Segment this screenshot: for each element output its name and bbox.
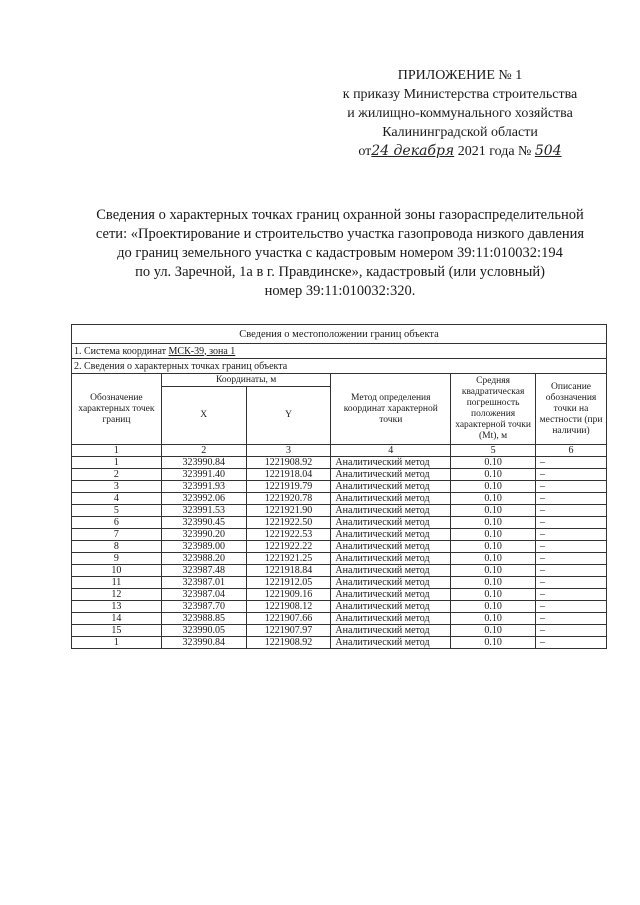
boundary-points-table: [71, 324, 607, 649]
description-cell: –: [536, 517, 607, 529]
error-cell: 0.10: [451, 589, 536, 601]
point-cell: 14: [72, 613, 162, 625]
error-cell: 0.10: [451, 505, 536, 517]
method-cell: Аналитический метод: [331, 637, 451, 649]
method-cell: Аналитический метод: [331, 481, 451, 493]
y-cell: 1221922.50: [246, 517, 331, 529]
point-cell: 2: [72, 469, 162, 481]
x-cell: 323988.20: [161, 553, 246, 565]
description-cell: –: [536, 589, 607, 601]
y-cell: 1221920.78: [246, 493, 331, 505]
x-cell: 323990.45: [161, 517, 246, 529]
y-cell: 1221907.97: [246, 625, 331, 637]
table-row: [72, 529, 607, 541]
col-number: 6: [536, 445, 607, 457]
column-header-row-1: [72, 374, 607, 387]
point-cell: 15: [72, 625, 162, 637]
table-row: [72, 565, 607, 577]
coordinate-system-row: [72, 344, 607, 359]
x-cell: 323991.93: [161, 481, 246, 493]
description-cell: –: [536, 565, 607, 577]
y-cell: 1221922.22: [246, 541, 331, 553]
y-cell: 1221921.25: [246, 553, 331, 565]
y-cell: 1221912.05: [246, 577, 331, 589]
y-cell: 1221908.92: [246, 637, 331, 649]
description-cell: –: [536, 493, 607, 505]
y-cell: 1221922.53: [246, 529, 331, 541]
date-year: 2021 года №: [457, 144, 532, 159]
point-cell: 9: [72, 553, 162, 565]
method-cell: Аналитический метод: [331, 529, 451, 541]
appendix-block: [300, 66, 620, 161]
method-cell: Аналитический метод: [331, 589, 451, 601]
col-y-header: Y: [246, 387, 331, 445]
point-cell: 13: [72, 601, 162, 613]
col-x-header: X: [161, 387, 246, 445]
table-row: [72, 589, 607, 601]
col-number: 1: [72, 445, 162, 457]
table-row: [72, 553, 607, 565]
error-cell: 0.10: [451, 553, 536, 565]
x-cell: 323990.84: [161, 637, 246, 649]
date-prefix: от: [358, 144, 372, 159]
point-cell: 1: [72, 457, 162, 469]
handwritten-date: 24 декабря: [371, 143, 455, 159]
method-cell: Аналитический метод: [331, 577, 451, 589]
error-cell: 0.10: [451, 469, 536, 481]
point-cell: 5: [72, 505, 162, 517]
table-row: [72, 517, 607, 529]
section2-row: [72, 359, 607, 374]
point-cell: 1: [72, 637, 162, 649]
description-cell: –: [536, 529, 607, 541]
error-cell: 0.10: [451, 457, 536, 469]
table-title: Сведения о местоположении границ объекта: [72, 325, 607, 344]
point-cell: 7: [72, 529, 162, 541]
error-cell: 0.10: [451, 601, 536, 613]
column-number-row: [72, 445, 607, 457]
x-cell: 323990.05: [161, 625, 246, 637]
col-number: 2: [161, 445, 246, 457]
x-cell: 323987.04: [161, 589, 246, 601]
section2-label: 2. Сведения о характерных точках границ объекта: [72, 359, 607, 374]
col-method-header: Метод определения координат характерной точки: [331, 374, 451, 445]
y-cell: 1221907.66: [246, 613, 331, 625]
y-cell: 1221919.79: [246, 481, 331, 493]
title-line-1: Сведения о характерных точках границ охранной зоны газораспределительной: [96, 207, 584, 223]
y-cell: 1221918.84: [246, 565, 331, 577]
table-row: [72, 469, 607, 481]
x-cell: 323989.00: [161, 541, 246, 553]
x-cell: 323992.06: [161, 493, 246, 505]
x-cell: 323987.70: [161, 601, 246, 613]
description-cell: –: [536, 553, 607, 565]
coordinate-system-value: МСК-39, зона 1: [168, 345, 236, 357]
table-row: [72, 493, 607, 505]
method-cell: Аналитический метод: [331, 469, 451, 481]
method-cell: Аналитический метод: [331, 625, 451, 637]
table-title-row: [72, 325, 607, 344]
document-title: [70, 206, 610, 301]
description-cell: –: [536, 505, 607, 517]
x-cell: 323991.53: [161, 505, 246, 517]
error-cell: 0.10: [451, 493, 536, 505]
table-row: [72, 577, 607, 589]
point-cell: 11: [72, 577, 162, 589]
description-cell: –: [536, 601, 607, 613]
method-cell: Аналитический метод: [331, 517, 451, 529]
table-row: [72, 625, 607, 637]
col-number: 3: [246, 445, 331, 457]
error-cell: 0.10: [451, 541, 536, 553]
description-cell: –: [536, 469, 607, 481]
error-cell: 0.10: [451, 565, 536, 577]
method-cell: Аналитический метод: [331, 541, 451, 553]
y-cell: 1221921.90: [246, 505, 331, 517]
y-cell: 1221909.16: [246, 589, 331, 601]
point-cell: 3: [72, 481, 162, 493]
y-cell: 1221908.92: [246, 457, 331, 469]
title-line-2: сети: «Проектирование и строительство участка газопровода низкого давления: [95, 226, 585, 242]
table-row: [72, 457, 607, 469]
error-cell: 0.10: [451, 637, 536, 649]
error-cell: 0.10: [451, 613, 536, 625]
title-line-5: номер 39:11:010032:320.: [264, 283, 416, 299]
col-description-header: Описание обозначения точки на местности (при наличии): [536, 374, 607, 445]
handwritten-number: 504: [534, 143, 562, 159]
coordinate-system-label: 1. Система координат: [74, 345, 169, 357]
x-cell: 323990.20: [161, 529, 246, 541]
method-cell: Аналитический метод: [331, 601, 451, 613]
error-cell: 0.10: [451, 481, 536, 493]
method-cell: Аналитический метод: [331, 613, 451, 625]
table-row: [72, 541, 607, 553]
method-cell: Аналитический метод: [331, 553, 451, 565]
method-cell: Аналитический метод: [331, 565, 451, 577]
x-cell: 323987.01: [161, 577, 246, 589]
table-row: [72, 505, 607, 517]
x-cell: 323991.40: [161, 469, 246, 481]
title-line-4: по ул. Заречной, 1а в г. Правдинске», кадастровый (или условный): [135, 264, 545, 280]
description-cell: –: [536, 637, 607, 649]
error-cell: 0.10: [451, 517, 536, 529]
description-cell: –: [536, 457, 607, 469]
appendix-line-ministry: и жилищно-коммунального хозяйства: [347, 106, 573, 121]
point-cell: 4: [72, 493, 162, 505]
description-cell: –: [536, 541, 607, 553]
col-designation-header: Обозначение характерных точек границ: [72, 374, 162, 445]
table-row: [72, 481, 607, 493]
x-cell: 323988.85: [161, 613, 246, 625]
appendix-line-order: к приказу Министерства строительства: [342, 87, 578, 102]
table-row: [72, 601, 607, 613]
description-cell: –: [536, 577, 607, 589]
point-cell: 6: [72, 517, 162, 529]
table-row: [72, 637, 607, 649]
coordinate-system-cell: [72, 344, 607, 359]
error-cell: 0.10: [451, 625, 536, 637]
error-cell: 0.10: [451, 529, 536, 541]
method-cell: Аналитический метод: [331, 457, 451, 469]
col-error-header: Средняя квадратическая погрешность положения характерной точки (Mt), м: [451, 374, 536, 445]
col-number: 4: [331, 445, 451, 457]
title-line-3: до границ земельного участка с кадастровым номером 39:11:010032:194: [117, 245, 563, 261]
col-coordinates-header: Координаты, м: [161, 374, 331, 387]
x-cell: 323990.84: [161, 457, 246, 469]
col-number: 5: [451, 445, 536, 457]
method-cell: Аналитический метод: [331, 505, 451, 517]
description-cell: –: [536, 613, 607, 625]
y-cell: 1221918.04: [246, 469, 331, 481]
point-cell: 8: [72, 541, 162, 553]
table-body: [72, 457, 607, 649]
point-cell: 12: [72, 589, 162, 601]
table-row: [72, 613, 607, 625]
method-cell: Аналитический метод: [331, 493, 451, 505]
y-cell: 1221908.12: [246, 601, 331, 613]
x-cell: 323987.48: [161, 565, 246, 577]
appendix-date-line: [300, 142, 620, 161]
appendix-heading: ПРИЛОЖЕНИЕ № 1: [397, 68, 523, 83]
description-cell: –: [536, 481, 607, 493]
point-cell: 10: [72, 565, 162, 577]
error-cell: 0.10: [451, 577, 536, 589]
appendix-line-region: Калининградской области: [382, 125, 538, 140]
description-cell: –: [536, 625, 607, 637]
